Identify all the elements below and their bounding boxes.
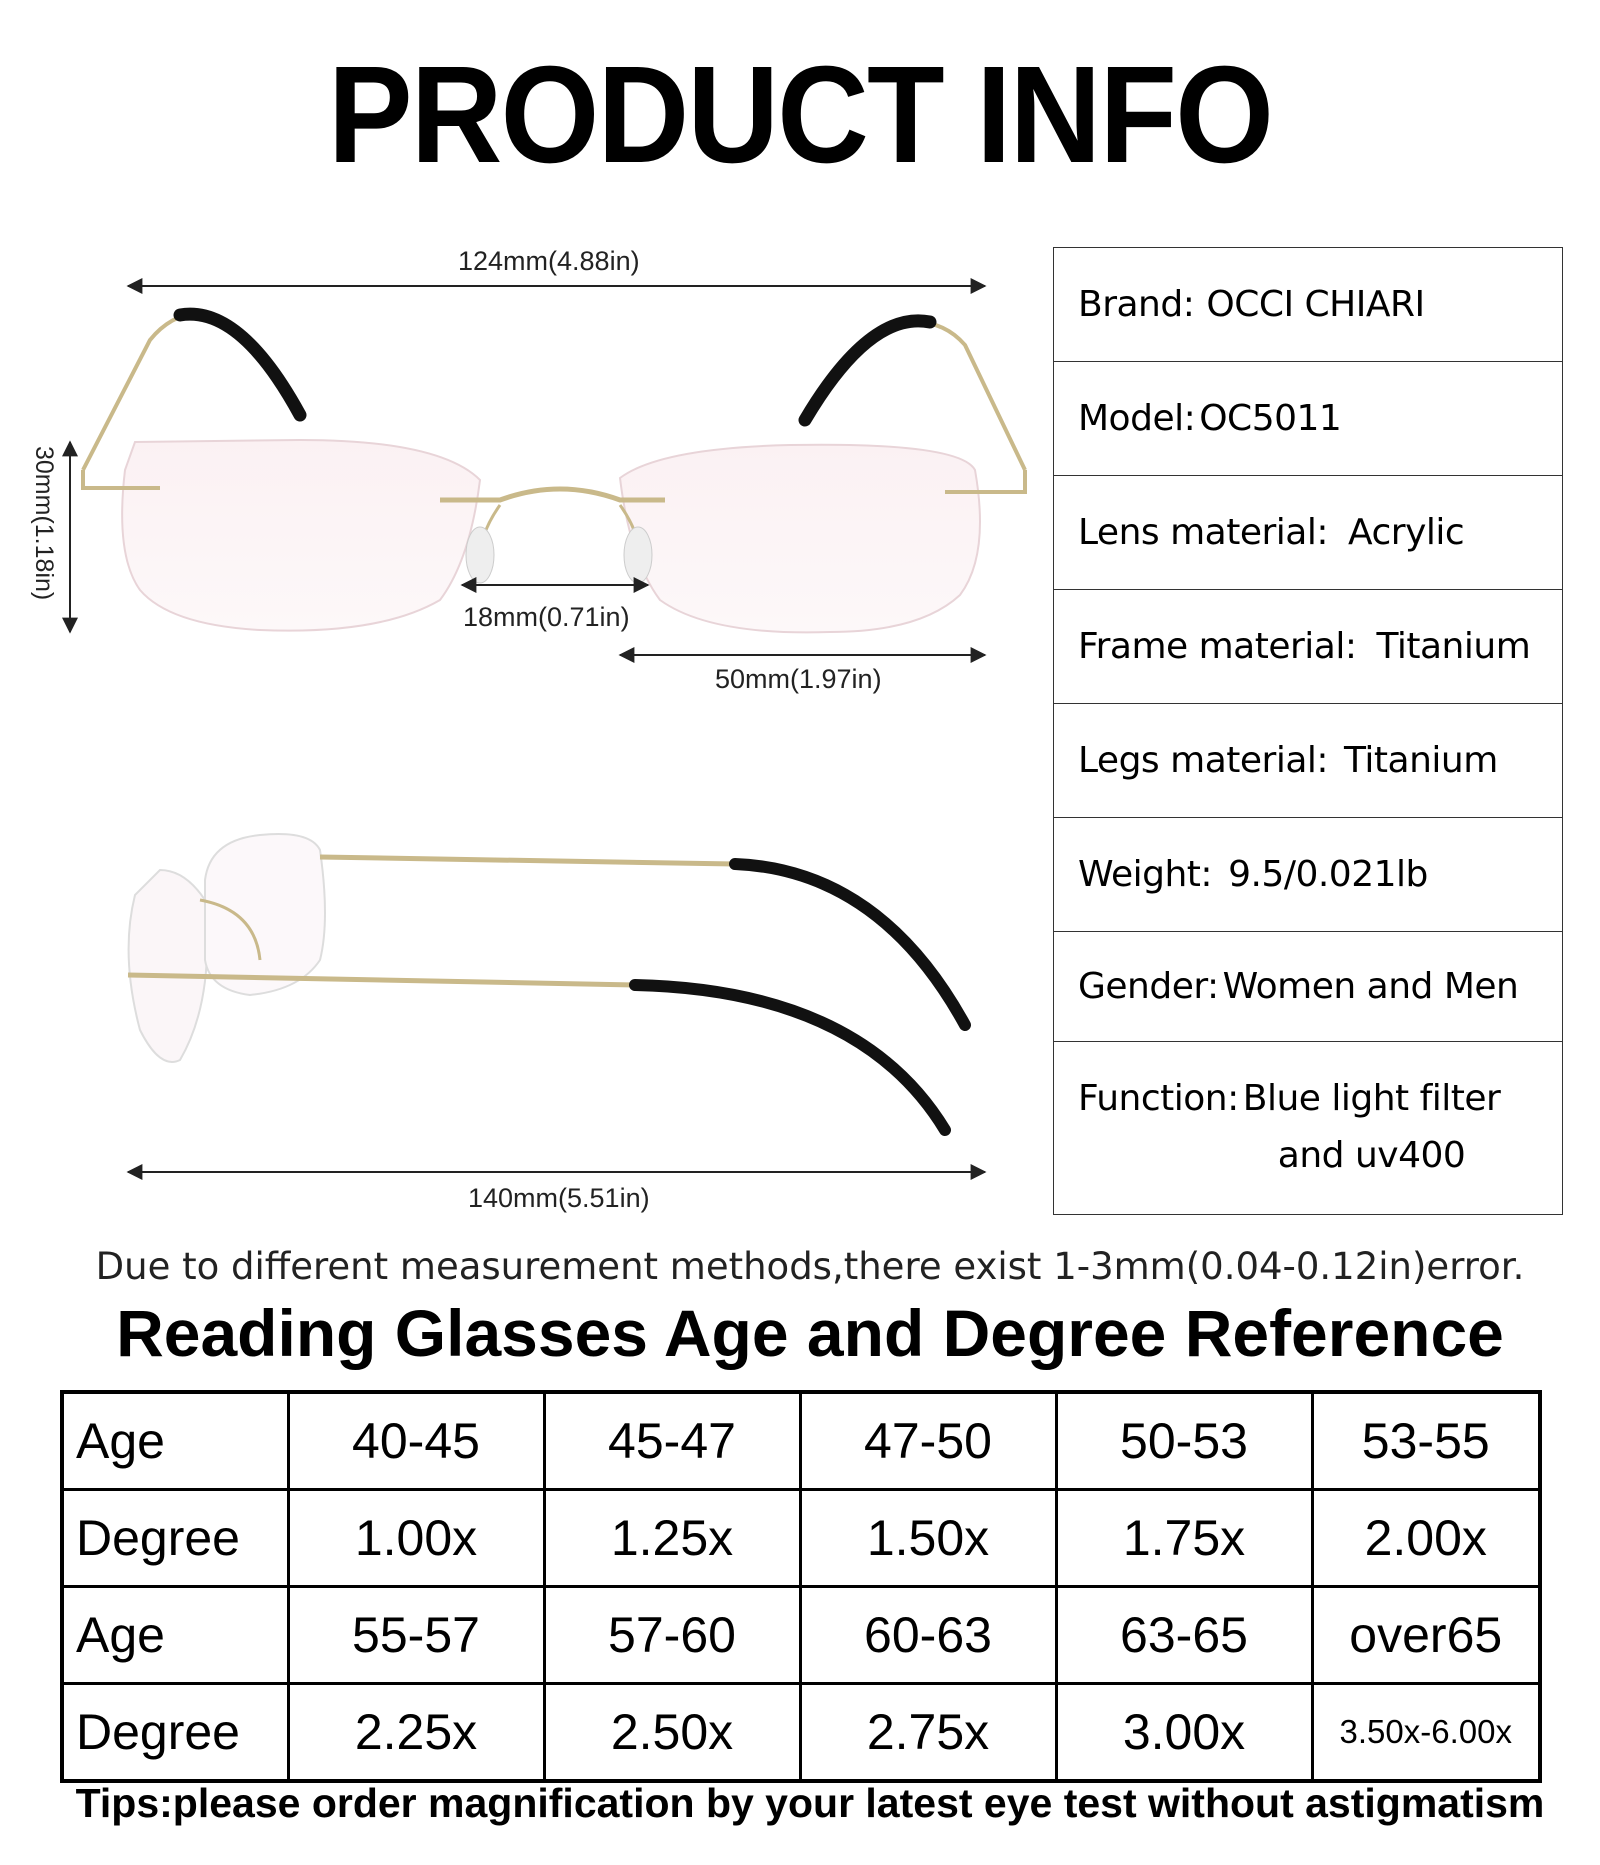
- spec-label: Function:: [1078, 1078, 1239, 1119]
- spec-row-model: [1054, 362, 1562, 476]
- table-cell: 53-55: [1312, 1392, 1540, 1490]
- spec-row-frame-material: [1054, 590, 1562, 704]
- table-cell: 1.75x: [1056, 1490, 1312, 1587]
- spec-label: Lens material:: [1078, 512, 1328, 553]
- right-temple: [915, 322, 1025, 470]
- left-lens: [122, 440, 480, 631]
- spec-value: Titanium: [1344, 740, 1498, 781]
- table-row: [62, 1490, 1540, 1587]
- row-header: Degree: [62, 1684, 288, 1782]
- table-cell: 40-45: [288, 1392, 544, 1490]
- lens-width-label: 50mm(1.97in): [715, 664, 882, 694]
- table-cell: 60-63: [800, 1587, 1056, 1684]
- spec-row-gender: [1054, 932, 1562, 1042]
- spec-value: OCCI CHIARI: [1206, 284, 1425, 325]
- tips-text: Tips:please order magnification by your latest eye test without astigmatism: [75, 1780, 1545, 1826]
- spec-label: Frame material:: [1078, 626, 1357, 667]
- spec-label: Weight:: [1078, 854, 1213, 895]
- spec-value: Titanium: [1376, 626, 1531, 667]
- row-header: Degree: [62, 1490, 288, 1587]
- spec-row-legs-material: [1054, 704, 1562, 818]
- side-lens-back: [205, 834, 325, 995]
- spec-value: [1243, 1070, 1501, 1184]
- table-row: [62, 1684, 1540, 1782]
- table-cell: 57-60: [544, 1587, 800, 1684]
- function-line-1: Blue light filter: [1242, 1078, 1501, 1119]
- table-cell: 2.00x: [1312, 1490, 1540, 1587]
- table-cell: 50-53: [1056, 1392, 1312, 1490]
- table-cell: 2.75x: [800, 1684, 1056, 1782]
- left-temple-tip: [180, 314, 300, 415]
- spec-row-function: [1054, 1042, 1562, 1214]
- reference-title: Reading Glasses Age and Degree Reference: [116, 1296, 1504, 1370]
- temple-length-label: 140mm(5.51in): [468, 1183, 650, 1213]
- spec-label: Legs material:: [1078, 740, 1329, 781]
- table-row: [62, 1392, 1540, 1490]
- spec-value: Acrylic: [1347, 512, 1465, 553]
- spec-label: Brand:: [1078, 284, 1195, 325]
- left-nose-pad-cushion: [466, 527, 494, 583]
- age-degree-table: [60, 1390, 1542, 1783]
- table-cell: 55-57: [288, 1587, 544, 1684]
- table-cell: 1.25x: [544, 1490, 800, 1587]
- table-cell: 1.00x: [288, 1490, 544, 1587]
- side-temple-upper: [320, 857, 735, 864]
- right-lens: [620, 445, 980, 633]
- table-cell: over65: [1312, 1587, 1540, 1684]
- spec-value: Women and Men: [1222, 966, 1519, 1007]
- table-cell: 45-47: [544, 1392, 800, 1490]
- table-cell: 2.50x: [544, 1684, 800, 1782]
- right-nose-pad-cushion: [624, 527, 652, 583]
- spec-label: Gender:: [1078, 966, 1219, 1007]
- spec-row-lens-material: [1054, 476, 1562, 590]
- table-cell: 3.50x-6.00x: [1312, 1684, 1540, 1782]
- table-cell: 3.00x: [1056, 1684, 1312, 1782]
- spec-value: OC5011: [1199, 398, 1342, 439]
- table-cell: 2.25x: [288, 1684, 544, 1782]
- spec-box: [1053, 247, 1563, 1215]
- spec-label: Model:: [1078, 398, 1196, 439]
- table-cell: 63-65: [1056, 1587, 1312, 1684]
- row-header: Age: [62, 1587, 288, 1684]
- bridge-width-label: 18mm(0.71in): [463, 602, 630, 632]
- overall-width-label: 124mm(4.88in): [458, 246, 640, 276]
- side-temple-lower-tip: [635, 985, 945, 1130]
- spec-row-weight: [1054, 818, 1562, 932]
- right-temple-tip: [805, 321, 930, 420]
- spec-row-brand: [1054, 248, 1562, 362]
- function-line-2: and uv400: [1277, 1135, 1466, 1176]
- measurement-note: Due to different measurement methods,there exist 1-3mm(0.04-0.12in)error.: [95, 1245, 1525, 1288]
- page-title: PRODUCT INFO: [327, 38, 1273, 192]
- table-row: [62, 1587, 1540, 1684]
- side-lens-front: [129, 870, 208, 1062]
- spec-value: 9.5/0.021lb: [1228, 854, 1428, 895]
- table-cell: 47-50: [800, 1392, 1056, 1490]
- lens-height-label: 30mm(1.18in): [30, 446, 58, 601]
- glasses-illustration: [0, 0, 1050, 1240]
- row-header: Age: [62, 1392, 288, 1490]
- table-cell: 1.50x: [800, 1490, 1056, 1587]
